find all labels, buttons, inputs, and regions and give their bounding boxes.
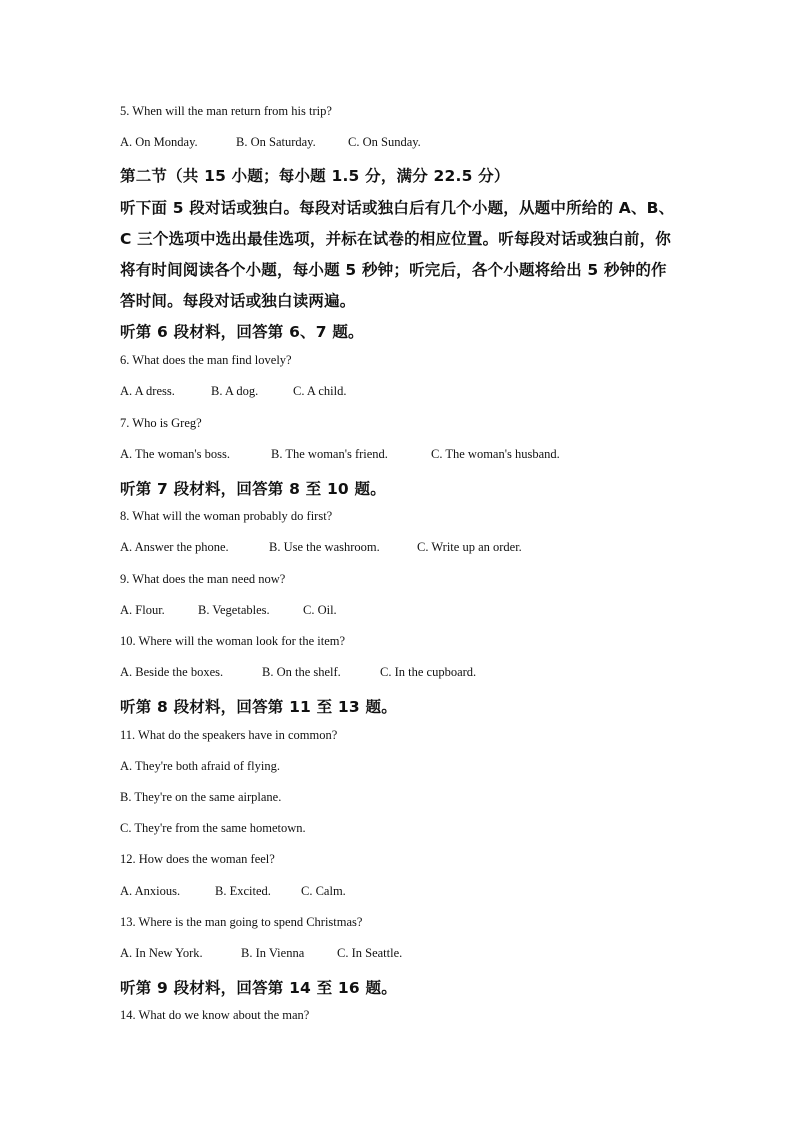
question-10: 10. Where will the woman look for the item? (120, 634, 346, 648)
question-6-options (120, 384, 346, 399)
option-b: B. The woman's friend. (271, 447, 388, 461)
material-9-heading: 听第 9 段材料，回答第 14 至 16 题。 (120, 979, 397, 997)
option-c: C. In the cupboard. (380, 665, 477, 679)
question-9-options (120, 603, 337, 618)
option-a: A. Beside the boxes. (120, 665, 224, 679)
question-6: 6. What does the man find lovely? (120, 353, 292, 367)
question-5: 5. When will the man return from his trip? (120, 104, 332, 118)
question-12: 12. How does the woman feel? (120, 852, 275, 866)
instructions-line-2: C 三个选项中选出最佳选项，并标在试卷的相应位置。听每段对话或独白前，你 (120, 230, 671, 248)
option-a: A. On Monday. (120, 135, 198, 149)
option-c: C. A child. (293, 384, 347, 398)
option-c: C. On Sunday. (348, 135, 421, 149)
question-13: 13. Where is the man going to spend Christmas? (120, 915, 363, 929)
option-b: B. A dog. (211, 384, 259, 398)
option-a: A. In New York. (120, 946, 203, 960)
option-a: A. Flour. (120, 603, 165, 617)
option-a: A. Answer the phone. (120, 540, 229, 554)
option-c: C. In Seattle. (337, 946, 403, 960)
instructions-line-1: 听下面 5 段对话或独白。每段对话或独白后有几个小题，从题中所给的 A、B、 (120, 199, 675, 217)
option-a: A. The woman's boss. (120, 447, 231, 461)
question-11-option-a: A. They're both afraid of flying. (120, 759, 280, 773)
option-b: B. Vegetables. (198, 603, 270, 617)
question-8-options (120, 540, 522, 555)
option-c: C. The woman's husband. (431, 447, 560, 461)
option-b: B. Excited. (215, 884, 271, 898)
question-11-option-c: C. They're from the same hometown. (120, 821, 306, 835)
material-7-heading: 听第 7 段材料，回答第 8 至 10 题。 (120, 480, 386, 498)
option-b: B. On Saturday. (236, 135, 316, 149)
question-13-options (120, 946, 402, 961)
option-c: C. Oil. (303, 603, 337, 617)
option-c: C. Calm. (301, 884, 346, 898)
question-11-option-b: B. They're on the same airplane. (120, 790, 282, 804)
question-11: 11. What do the speakers have in common? (120, 728, 338, 742)
question-5-options (120, 135, 421, 150)
question-10-options (120, 665, 476, 680)
option-c: C. Write up an order. (417, 540, 522, 554)
material-8-heading: 听第 8 段材料，回答第 11 至 13 题。 (120, 698, 397, 716)
option-a: A. A dress. (120, 384, 175, 398)
instructions-line-4: 答时间。每段对话或独白读两遍。 (120, 292, 356, 310)
instructions-line-3: 将有时间阅读各个小题，每小题 5 秒钟；听完后，各个小题将给出 5 秒钟的作 (120, 261, 667, 279)
question-9: 9. What does the man need now? (120, 572, 286, 586)
option-b: B. On the shelf. (262, 665, 341, 679)
question-14: 14. What do we know about the man? (120, 1008, 310, 1022)
section-2-title: 第二节（共 15 小题；每小题 1.5 分，满分 22.5 分） (120, 167, 510, 185)
option-b: B. In Vienna (241, 946, 305, 960)
option-a: A. Anxious. (120, 884, 181, 898)
option-b: B. Use the washroom. (269, 540, 380, 554)
question-7: 7. Who is Greg? (120, 416, 202, 430)
question-8: 8. What will the woman probably do first? (120, 509, 333, 523)
question-12-options (120, 884, 346, 899)
material-6-heading: 听第 6 段材料，回答第 6、7 题。 (120, 323, 364, 341)
question-7-options (120, 447, 560, 462)
